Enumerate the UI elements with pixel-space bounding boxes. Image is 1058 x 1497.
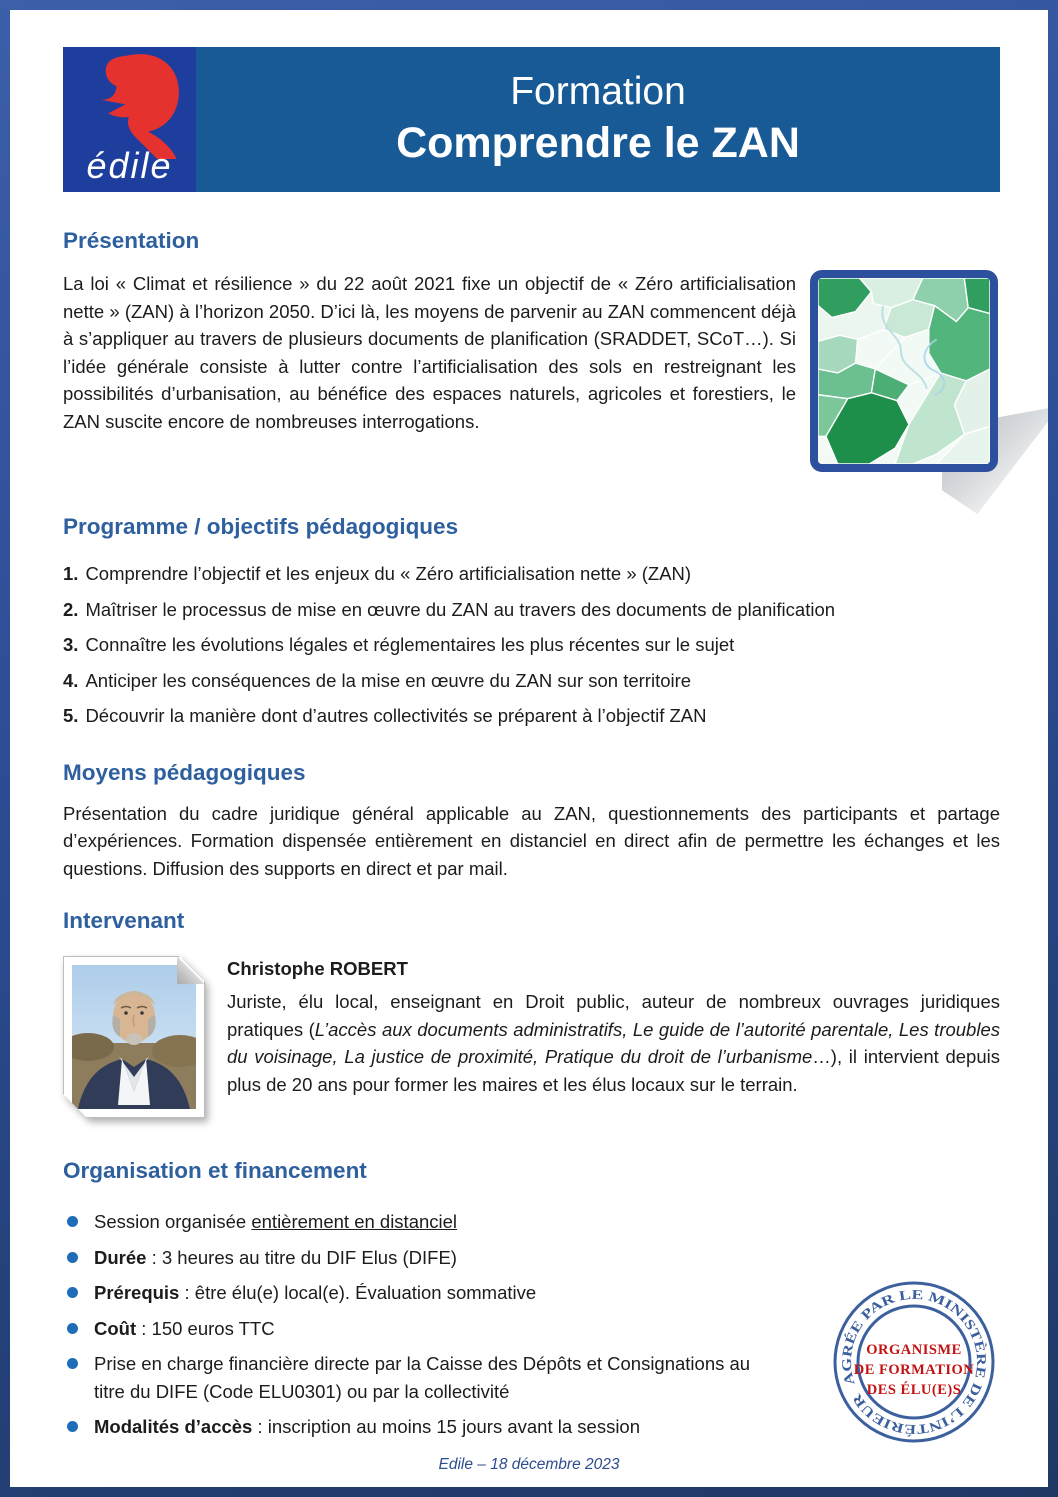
bullet-text: : 3 heures au titre du DIF Elus (DIFE) <box>146 1246 457 1268</box>
moyens-heading: Moyens pédagogiques <box>63 759 306 785</box>
bullet-text: : 150 euros TTC <box>136 1317 275 1339</box>
choropleth-map-figure <box>810 270 998 472</box>
organisation-list <box>63 1208 763 1441</box>
organisation-heading: Organisation et financement <box>63 1158 367 1183</box>
item-number: 4. <box>63 669 79 691</box>
item-text: Anticiper les conséquences de la mise en œuvre du ZAN sur son territoire <box>85 669 692 691</box>
programme-item <box>63 560 1000 588</box>
section-presentation <box>63 228 1000 472</box>
presentation-heading: Présentation <box>63 228 200 253</box>
intervenant-name: Christophe ROBERT <box>227 958 408 979</box>
intervenant-heading: Intervenant <box>63 908 185 933</box>
item-number: 1. <box>63 563 79 584</box>
bullet-text: Session organisée <box>94 1211 252 1232</box>
bullet-label: Coût <box>94 1317 137 1339</box>
bullet-item <box>63 1315 763 1343</box>
bullet-item <box>63 1244 763 1272</box>
stamp-center-line2: DE FORMATION <box>853 1362 975 1378</box>
edile-logo-text: édile <box>86 145 173 186</box>
certification-stamp <box>830 1278 998 1446</box>
bullet-underline: entièrement en distanciel <box>251 1211 458 1232</box>
portrait-photo-mat <box>63 956 205 1118</box>
bio-suffix: …), il intervient depuis plus de 20 ans pour former les maires et les élus locaux sur le terrain. <box>227 1046 1000 1095</box>
bullet-text: : être élu(e) local(e). Évaluation sommative <box>179 1282 537 1303</box>
certification-stamp-art <box>830 1278 998 1446</box>
bullet-text: : inscription au moins 15 jours avant la session <box>252 1416 641 1437</box>
intervenant-bio <box>227 988 1000 1098</box>
item-number: 3. <box>63 634 79 655</box>
programme-item <box>63 667 1000 695</box>
item-text: Maîtriser le processus de mise en œuvre du ZAN au travers des documents de planification <box>85 598 836 620</box>
bullet-label: Modalités d’accès <box>94 1416 253 1437</box>
choropleth-map-image <box>810 270 998 472</box>
item-text: Comprendre l’objectif et les enjeux du « Zéro artificialisation nette » (ZAN) <box>85 563 692 584</box>
presentation-body: La loi « Climat et résilience » du 22 août 2021 fixe un objectif de « Zéro artificialisation nette » (ZAN) à l’horizon 2050. D’ici là, les moyens de parvenir au ZAN commencent déjà à s’appliquer au travers de plusieurs documents de planification (SRADDET, SCoT…). Si l’idée générale consiste à lutter contre l’artificialisation des sols en restreignant les possibilités d’urbanisation, au bénéfice des espaces naturels, agricoles et forestiers, le ZAN suscite encore de nombreuses interrogations. <box>63 273 796 432</box>
edile-logo <box>63 47 196 192</box>
banner-title-line1: Formation <box>510 70 686 114</box>
phrygian-cap-icon <box>71 51 189 159</box>
bullet-item <box>63 1279 763 1307</box>
item-text: Connaître les évolutions légales et réglementaires les plus récentes sur le sujet <box>85 634 735 655</box>
stamp-ring-text: AGRÉE PAR LE MINISTÈRE DE L’INTÉRIEUR <box>838 1286 990 1438</box>
banner-title-line2: Comprendre le ZAN <box>396 119 800 167</box>
programme-item <box>63 631 1000 659</box>
bullet-item <box>63 1413 763 1441</box>
section-moyens <box>63 760 1000 883</box>
bullet-label: Prérequis <box>94 1282 180 1303</box>
banner-titles <box>196 47 1000 192</box>
bullet-item <box>63 1208 763 1236</box>
document-sheet <box>10 10 1048 1487</box>
programme-list <box>63 560 1000 730</box>
portrait-photo <box>63 956 205 1118</box>
item-number: 5. <box>63 705 79 726</box>
programme-item <box>63 702 1000 730</box>
item-number: 2. <box>63 598 79 620</box>
portrait-photo-art <box>72 965 196 1109</box>
header-banner <box>63 47 1000 192</box>
bio-prefix: Juriste, élu local, enseignant en Droit public, auteur de nombreux ouvrages juridiques pratiques ( <box>227 991 1000 1040</box>
stamp-center-line1: ORGANISME <box>866 1342 962 1358</box>
choropleth-map-art <box>818 278 990 464</box>
bullet-text: Prise en charge financière directe par la Caisse des Dépôts et Consignations au titre du DIFE (Code ELU0301) ou par la collectivité <box>94 1353 751 1402</box>
programme-item <box>63 596 1000 624</box>
bullet-label: Durée <box>94 1246 147 1268</box>
moyens-body: Présentation du cadre juridique général applicable au ZAN, questionnements des participants et partage d’expériences. Formation dispensée entièrement en distanciel en direct afin de permettre les échanges et les questions. Diffusion des supports en direct et par mail. <box>63 802 1000 879</box>
programme-heading: Programme / objectifs pédagogiques <box>63 514 459 539</box>
item-text: Découvrir la manière dont d’autres collectivités se préparent à l’objectif ZAN <box>85 705 707 726</box>
stamp-center-line3: DES ÉLU(E)S <box>866 1382 962 1398</box>
footer-date: Edile – 18 décembre 2023 <box>438 1456 620 1473</box>
section-intervenant <box>63 908 1000 1118</box>
bio-book-titles: L’accès aux documents administratifs, Le guide de l’autorité parentale, Les troubles du voisinage, La justice de proximité, Pratique du droit de l’urbanisme <box>227 1018 1000 1067</box>
photo-corner-fold <box>177 957 204 984</box>
section-programme <box>63 514 1000 730</box>
bullet-item <box>63 1350 763 1405</box>
